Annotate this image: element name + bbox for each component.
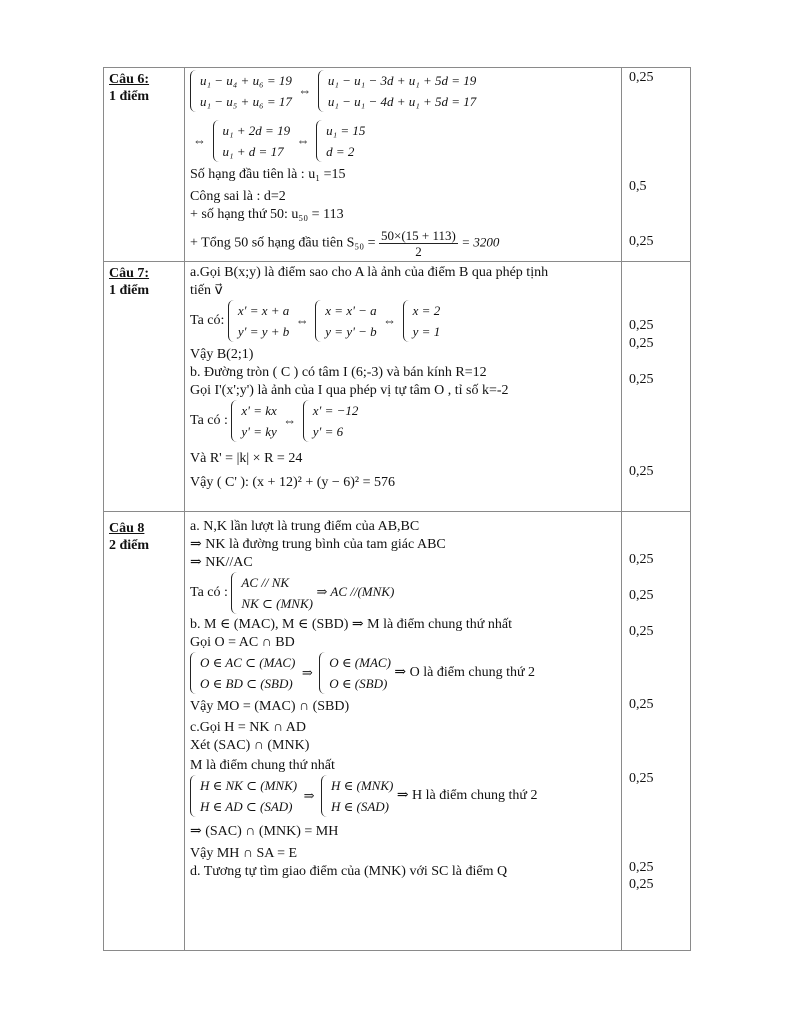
- row-q7: [104, 262, 691, 512]
- q6-system-1: u₁ − u₄ + u₆ = 19 u₁ − u₅ + u₆ = 17: [190, 70, 292, 112]
- q6-system-3: u₁ + 2d = 19 u₁ + d = 17: [213, 120, 291, 162]
- q8-score-4: 0,25: [629, 697, 654, 712]
- q8-line-8: Vậy MO = (MAC) ∩ (SBD): [190, 699, 350, 714]
- q6-content-cell: u₁ − u₄ + u₆ = 19 u₁ − u₅ + u₆ = 17 ⇔ u₁ − u₁ − 3d + u₁ + 5d = 19 u₁ − u₁ − 4d + u₁ + 5d = 17 ⇔ u₁ + 2d = 19 u₁ + d = 17 ⇔ u₁ = 15 d = 2 Số hạng đầu tiên là : u₁ =15 Công sai là : d=2 + số hạng thứ 50: u₅₀ = 113 + Tổng 50 số hạng đầu tiên S₅₀ = $\frac{50\times(15 + 113)}{2}$ = 3200: [185, 68, 622, 262]
- q8-line-14: Vậy MH ∩ SA = E: [190, 846, 298, 861]
- q7-part-a-2: tiến v⃗: [190, 283, 223, 298]
- q8-content-cell: a. N,K lần lượt là trung điểm của AB,BC ⇒ NK là đường trung bình của tam giác ABC ⇒ NK//AC Ta có : AC // NK NK ⊂ (MNK) ⇒ AC //(MNK) b. M ∈ (MAC), M ∈ (SBD) ⇒ M là điểm chung thứ nhất Gọi O = AC ∩ BD O ∈ AC ⊂ (MAC) O ∈ BD ⊂ (SBD) ⇒ O ∈ (MAC) O ∈ (SBD) ⇒ O là điểm chung thứ 2 Vậy MO = (MAC) ∩ (SBD) c.Gọi H = NK ∩ AD Xét (SAC) ∩ (MNK) M là điểm chung thứ nhất H ∈ NK ⊂ (MNK) H ∈ AD ⊂ (SAD) ⇒ H ∈ (MNK) H ∈ (SAD) ⇒ H là điểm chung thứ 2 ⇒ (SAC) ∩ (MNK) = MH Vậy MH ∩ SA = E d. Tương tự tìm giao điểm của (MNK) với SC là điểm Q: [185, 512, 622, 951]
- q7-score-cell: [622, 262, 691, 512]
- q7-system-3: x = 2 y = 1: [403, 300, 441, 342]
- q6-title: Câu 6:: [109, 72, 150, 87]
- q7-content-cell: a.Gọi B(x;y) là điểm sao cho A là ảnh của điểm B qua phép tịnh tiến v⃗ Ta có: x' = x + a y' = y + b ⇔ x = x' − a y = y' − b ⇔ x = 2 y = 1 Vậy B(2;1) b. Đường tròn ( C ) có tâm I (6;-3) và bán kính R=12 Gọi I'(x';y') là ảnh của I qua phép vị tự tâm O , tỉ số k=-2 Ta có : x' = kx y' = ky ⇔ x' = −12 y' = 6 Và R' = |k| × R = 24 Vậy ( C' ): (x + 12)² + (y − 6)² = 576: [185, 262, 622, 512]
- q7-label-cell: [104, 262, 185, 512]
- q7-result-b: Vậy B(2;1): [190, 347, 254, 362]
- q8-line-6: Gọi O = AC ∩ BD: [190, 635, 295, 650]
- q6-score-cell: [622, 68, 691, 262]
- q7-circle-equation: Vậy ( C' ): (x + 12)² + (y − 6)² = 576: [190, 475, 396, 490]
- q8-line-15: d. Tương tự tìm giao điểm của (MNK) với SC là điểm Q: [190, 864, 508, 879]
- q6-score-3: 0,25: [629, 234, 654, 249]
- answer-table: [103, 67, 691, 951]
- q8-score-6: 0,25: [629, 860, 654, 875]
- q6-first-term: Số hạng đầu tiên là : u₁ =15: [190, 167, 346, 182]
- q6-common-difference: Công sai là : d=2: [190, 189, 286, 204]
- q7-score-1: 0,25: [629, 318, 654, 333]
- q6-points: 1 điểm: [109, 89, 150, 104]
- q8-line-9: c.Gọi H = NK ∩ AD: [190, 720, 306, 735]
- q8-score-3: 0,25: [629, 624, 654, 639]
- q7-radius: Và R' = |k| × R = 24: [190, 451, 303, 466]
- q7-title: Câu 7:: [109, 266, 150, 281]
- row-q6: [104, 68, 691, 262]
- q8-system-5: H ∈ (MNK) H ∈ (SAD): [321, 775, 393, 817]
- q8-score-7: 0,25: [629, 877, 654, 892]
- q6-system-4: u₁ = 15 d = 2: [316, 120, 365, 162]
- q8-score-cell: [622, 512, 691, 951]
- q7-score-4: 0,25: [629, 464, 654, 479]
- row-q8: [104, 512, 691, 951]
- q6-score-1: 0,25: [629, 70, 654, 85]
- q8-line-2: ⇒ NK là đường trung bình của tam giác ABC: [190, 537, 446, 552]
- q8-line-13: ⇒ (SAC) ∩ (MNK) = MH: [190, 824, 339, 839]
- q8-line-5: b. M ∈ (MAC), M ∈ (SBD) ⇒ M là điểm chung thứ nhất: [190, 617, 512, 632]
- q7-part-b-1: b. Đường tròn ( C ) có tâm I (6;-3) và bán kính R=12: [190, 365, 487, 380]
- q8-score-1: 0,25: [629, 552, 654, 567]
- q7-system-4: x' = kx y' = ky: [231, 400, 276, 442]
- q7-part-a-1: a.Gọi B(x;y) là điểm sao cho A là ảnh của điểm B qua phép tịnh: [190, 265, 549, 280]
- q8-label-cell: [104, 512, 185, 951]
- q6-system-2: u₁ − u₁ − 3d + u₁ + 5d = 19 u₁ − u₁ − 4d + u₁ + 5d = 17: [318, 70, 476, 112]
- q8-line-1: a. N,K lần lượt là trung điểm của AB,BC: [190, 519, 420, 534]
- q6-label-cell: [104, 68, 185, 262]
- q8-system-4: H ∈ NK ⊂ (MNK) H ∈ AD ⊂ (SAD): [190, 775, 297, 817]
- q6-term-50: + số hạng thứ 50: u₅₀ = 113: [190, 207, 344, 222]
- q8-line-10: Xét (SAC) ∩ (MNK): [190, 738, 310, 753]
- q8-points: 2 điểm: [109, 538, 150, 553]
- q8-system-1: AC // NK NK ⊂ (MNK): [231, 572, 313, 614]
- q6-sum: + Tổng 50 số hạng đầu tiên S₅₀ = $\frac{50\times(15 + 113)}{2}$ = 3200: [190, 228, 500, 259]
- q7-score-3: 0,25: [629, 372, 654, 387]
- q6-score-2: 0,5: [629, 179, 647, 194]
- q8-system-2: O ∈ AC ⊂ (MAC) O ∈ BD ⊂ (SBD): [190, 652, 295, 694]
- q7-score-2: 0,25: [629, 336, 654, 351]
- q8-title: Câu 8: [109, 521, 145, 536]
- q7-system-1: x' = x + a y' = y + b: [228, 300, 289, 342]
- q8-system-3: O ∈ (MAC) O ∈ (SBD): [319, 652, 391, 694]
- q8-score-2: 0,25: [629, 588, 654, 603]
- q8-line-3: ⇒ NK//AC: [190, 555, 253, 570]
- q7-system-2: x = x' − a y = y' − b: [315, 300, 376, 342]
- q8-score-5: 0,25: [629, 771, 654, 786]
- q7-part-b-2: Gọi I'(x';y') là ảnh của I qua phép vị tự tâm O , tỉ số k=-2: [190, 383, 509, 398]
- q8-line-11: M là điểm chung thứ nhất: [190, 758, 335, 773]
- q7-points: 1 điểm: [109, 283, 150, 298]
- q7-system-5: x' = −12 y' = 6: [303, 400, 359, 442]
